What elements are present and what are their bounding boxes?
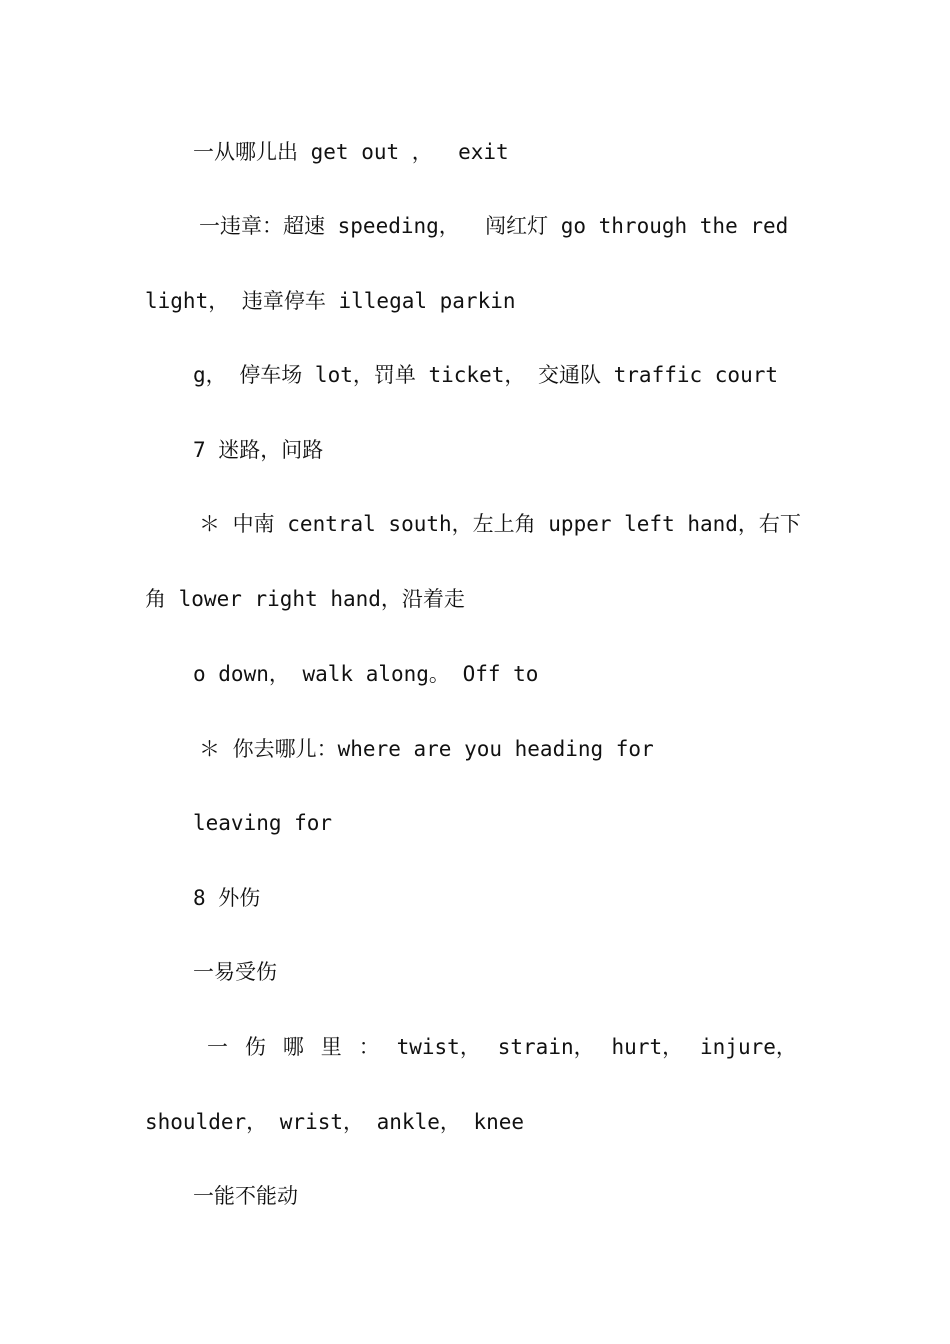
text-fragment: 伤 — [244, 1035, 266, 1059]
text-line: light， 违章停车 illegal parkin — [145, 289, 516, 313]
text-line: 8 外伤 — [193, 886, 261, 910]
text-line: ＊ 中南 central south，左上角 upper left hand，右下 — [199, 512, 801, 536]
text-fragment: 哪 — [282, 1035, 304, 1059]
text-line: 一易受伤 — [193, 960, 277, 984]
text-line: shoulder， wrist， ankle， knee — [145, 1110, 525, 1134]
text-fragment: ： — [358, 1035, 380, 1059]
text-line: 一能不能动 — [193, 1184, 298, 1208]
text-line: 角 lower right hand，沿着走 — [145, 587, 465, 611]
text-fragment: 里 — [320, 1035, 342, 1059]
text-line: ＊ 你去哪儿：where are you heading for — [199, 737, 654, 761]
text-line: o down， walk along。 Off to — [193, 662, 539, 686]
text-fragment: hurt， — [611, 1035, 684, 1059]
text-fragment: twist， — [396, 1035, 481, 1059]
text-line: 7 迷路，问路 — [193, 438, 324, 462]
justified-text-line — [207, 1033, 797, 1061]
text-line: g， 停车场 lot，罚单 ticket， 交通队 traffic court — [193, 363, 779, 387]
text-fragment: strain， — [497, 1035, 595, 1059]
text-line: 一从哪儿出 get out ， exit — [193, 140, 509, 164]
text-line: 一违章：超速 speeding， 闯红灯 go through the red — [199, 214, 789, 238]
text-fragment: 一 — [207, 1035, 228, 1059]
text-fragment: injure， — [700, 1035, 797, 1059]
text-line: leaving for — [193, 811, 333, 835]
